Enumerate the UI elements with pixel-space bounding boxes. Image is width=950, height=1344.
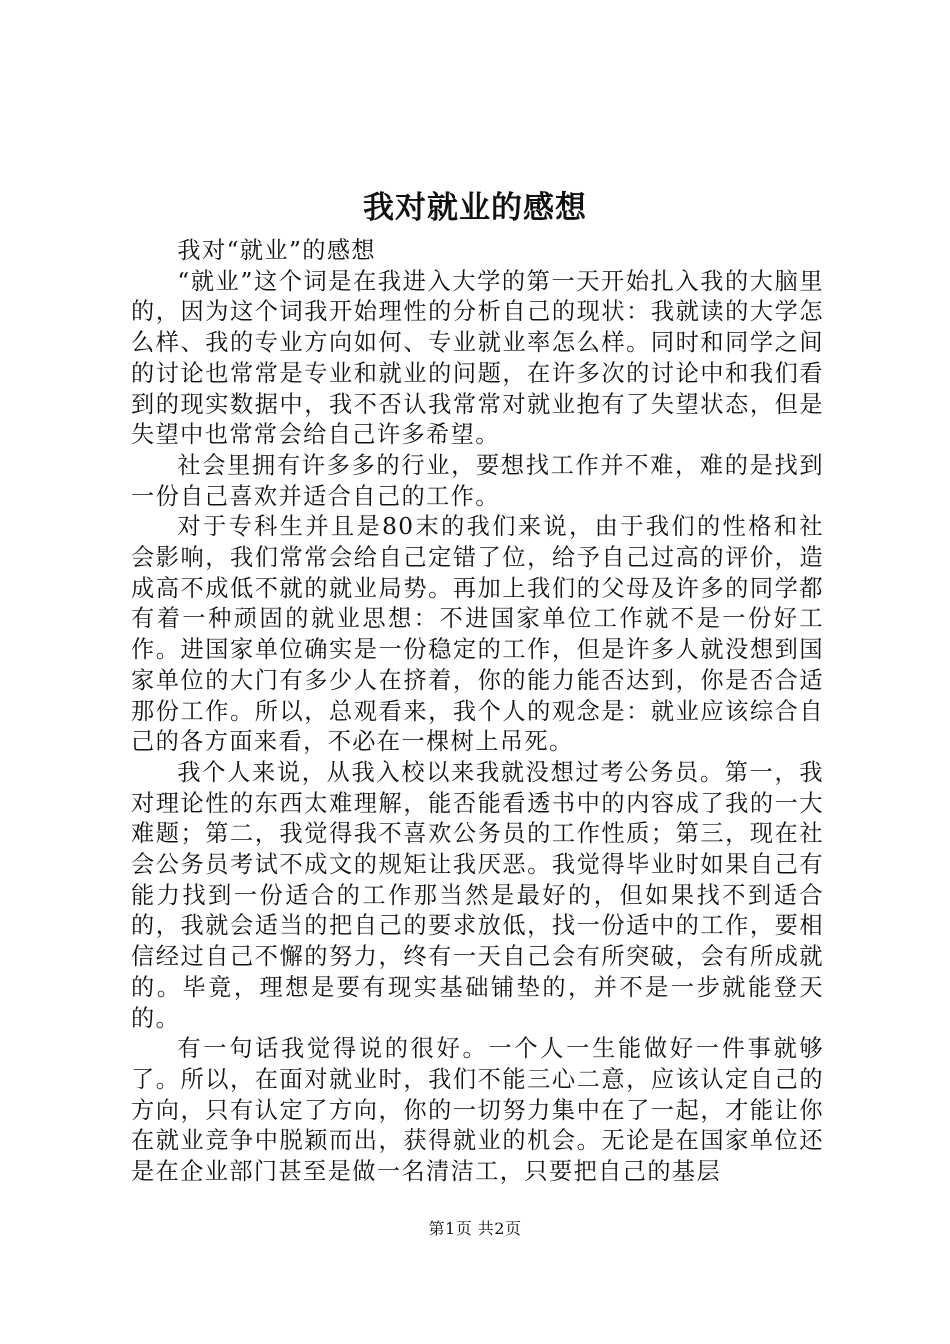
document-title: 我对就业的感想 bbox=[363, 190, 587, 226]
paragraph: 对于专科生并且是80末的我们来说，由于我们的性格和社会影响，我们常常会给自己定错了位，给予自己过高的评价，造成高不成低不就的就业局势。再加上我们的父母及许多的同学都有着一种顽固的就业思想：不进国家单位工作就不是一份好工作。进国家单位确实是一份稳定的工作，但是许多人就没想到国家单位的大门有多少人在挤着，你的能力能否达到，你是否合适那份工作。所以，总观看来，我个人的观念是：就业应该综合自己的各方面来看，不必在一棵树上吊死。 bbox=[131, 513, 824, 756]
paragraph: 有一句话我觉得说的很好。一个人一生能做好一件事就够了。所以，在面对就业时，我们不能三心二意，应该认定自己的方向，只有认定了方向，你的一切努力集中在了一起，才能让你在就业竞争中脱颖而出，获得就业的机会。无论是在国家单位还是在企业部门甚至是做一名清洁工，只要把自己的基层 bbox=[131, 1035, 824, 1186]
paragraph-heading: 我对“就业”的感想 bbox=[177, 237, 377, 264]
paragraph: 我个人来说，从我入校以来我就没想过考公务员。第一，我对理论性的东西太难理解，能否能看透书中的内容成了我的一大难题；第二，我觉得我不喜欢公务员的工作性质；第三，现在社会公务员考试不成文的规矩让我厌恶。我觉得毕业时如果自己有能力找到一份适合的工作那当然是最好的，但如果找不到适合的，我就会适当的把自己的要求放低，找一份适中的工作，要相信经过自己不懈的努力，终有一天自己会有所突破，会有所成就的。毕竟，理想是要有现实基础铺垫的，并不是一步就能登天的。 bbox=[131, 758, 824, 1032]
document-body bbox=[131, 236, 824, 1188]
paragraph: 社会里拥有许多多的行业，要想找工作并不难，难的是找到一份自己喜欢并适合自己的工作。 bbox=[131, 451, 824, 510]
page-footer: 第1页 共2页 bbox=[428, 1219, 522, 1238]
paragraph: “就业”这个词是在我进入大学的第一天开始扎入我的大脑里的，因为这个词我开始理性的分析自己的现状：我就读的大学怎么样、我的专业方向如何、专业就业率怎么样。同时和同学之间的讨论也常常是专业和就业的问题，在许多次的讨论中和我们看到的现实数据中，我不否认我常常对就业抱有了失望状态，但是失望中也常常会给自己许多希望。 bbox=[131, 267, 824, 449]
